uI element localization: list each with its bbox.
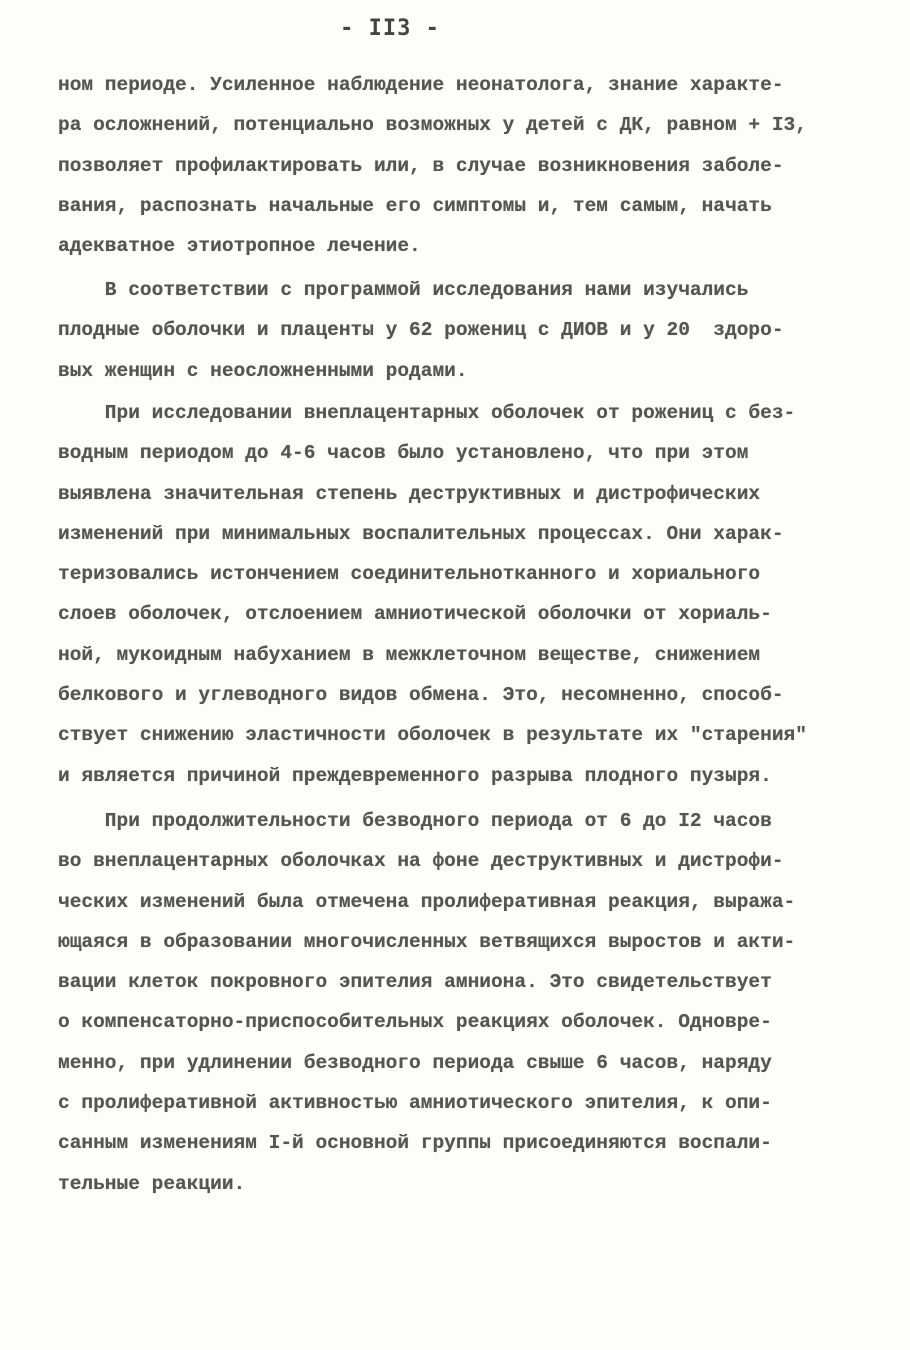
- text-line: теризовались истончением соединительнотканного и хориального: [58, 563, 761, 586]
- text-line: во внеплацентарных оболочках на фоне деструктивных и дистрофи-: [58, 850, 784, 873]
- text-line: ствует снижению эластичности оболочек в результате их "старения": [58, 724, 807, 747]
- paragraph-4: [58, 801, 858, 1204]
- text-line: вых женщин с неосложненными родами.: [58, 359, 468, 382]
- text-line: ческих изменений была отмечена пролиферативная реакция, выража-: [58, 890, 796, 913]
- text-line: изменений при минимальных воспалительных процессах. Они харак-: [58, 522, 784, 545]
- text-line: водным периодом до 4-6 часов было установлено, что при этом: [58, 442, 749, 465]
- text-line: ном периоде. Усиленное наблюдение неонатолога, знание характе-: [58, 74, 784, 96]
- text-line: и является причиной преждевременного разрыва плодного пузыря.: [58, 764, 772, 787]
- text-line: тельные реакции.: [58, 1172, 246, 1195]
- page-number: - II3 -: [340, 16, 440, 41]
- text-line: менно, при удлинении безводного периода свыше 6 часов, наряду: [58, 1051, 772, 1074]
- text-line: ра осложнений, потенциально возможных у детей с ДК, равном + I3,: [58, 114, 807, 137]
- text-line: с пролиферативной активностью амниотического эпителия, к опи-: [58, 1092, 772, 1115]
- text-line: При исследовании внеплацентарных оболочек от рожениц с без-: [58, 402, 796, 424]
- text-line: ющаяся в образовании многочисленных ветвящихся выростов и акти-: [58, 930, 796, 953]
- text-line: санным изменениям I-й основной группы присоединяются воспали-: [58, 1132, 772, 1155]
- text-line: вации клеток покровного эпителия амниона. Это свидетельствует: [58, 971, 772, 994]
- paragraph-3: [58, 393, 858, 796]
- text-line: слоев оболочек, отслоением амниотической оболочки от хориаль-: [58, 603, 772, 626]
- text-line: адекватное этиотропное лечение.: [58, 235, 421, 258]
- paragraph-2: [58, 270, 858, 391]
- text-line: При продолжительности безводного периода от 6 до I2 часов: [58, 810, 772, 832]
- text-line: плодные оболочки и плаценты у 62 рожениц с ДИОВ и у 20 здоро-: [58, 319, 784, 342]
- text-line: вания, распознать начальные его симптомы и, тем самым, начать: [58, 194, 772, 217]
- text-line: позволяет профилактировать или, в случае возникновения заболе-: [58, 154, 784, 177]
- text-line: о компенсаторно-приспособительных реакциях оболочек. Одновре-: [58, 1011, 772, 1034]
- paragraph-1: [58, 65, 858, 266]
- text-line: ной, мукоидным набуханием в межклеточном веществе, снижением: [58, 643, 761, 666]
- text-line: белкового и углеводного видов обмена. Это, несомненно, способ-: [58, 684, 784, 707]
- text-line: выявлена значительная степень деструктивных и дистрофических: [58, 482, 761, 505]
- text-line: В соответствии с программой исследования нами изучались: [58, 279, 749, 301]
